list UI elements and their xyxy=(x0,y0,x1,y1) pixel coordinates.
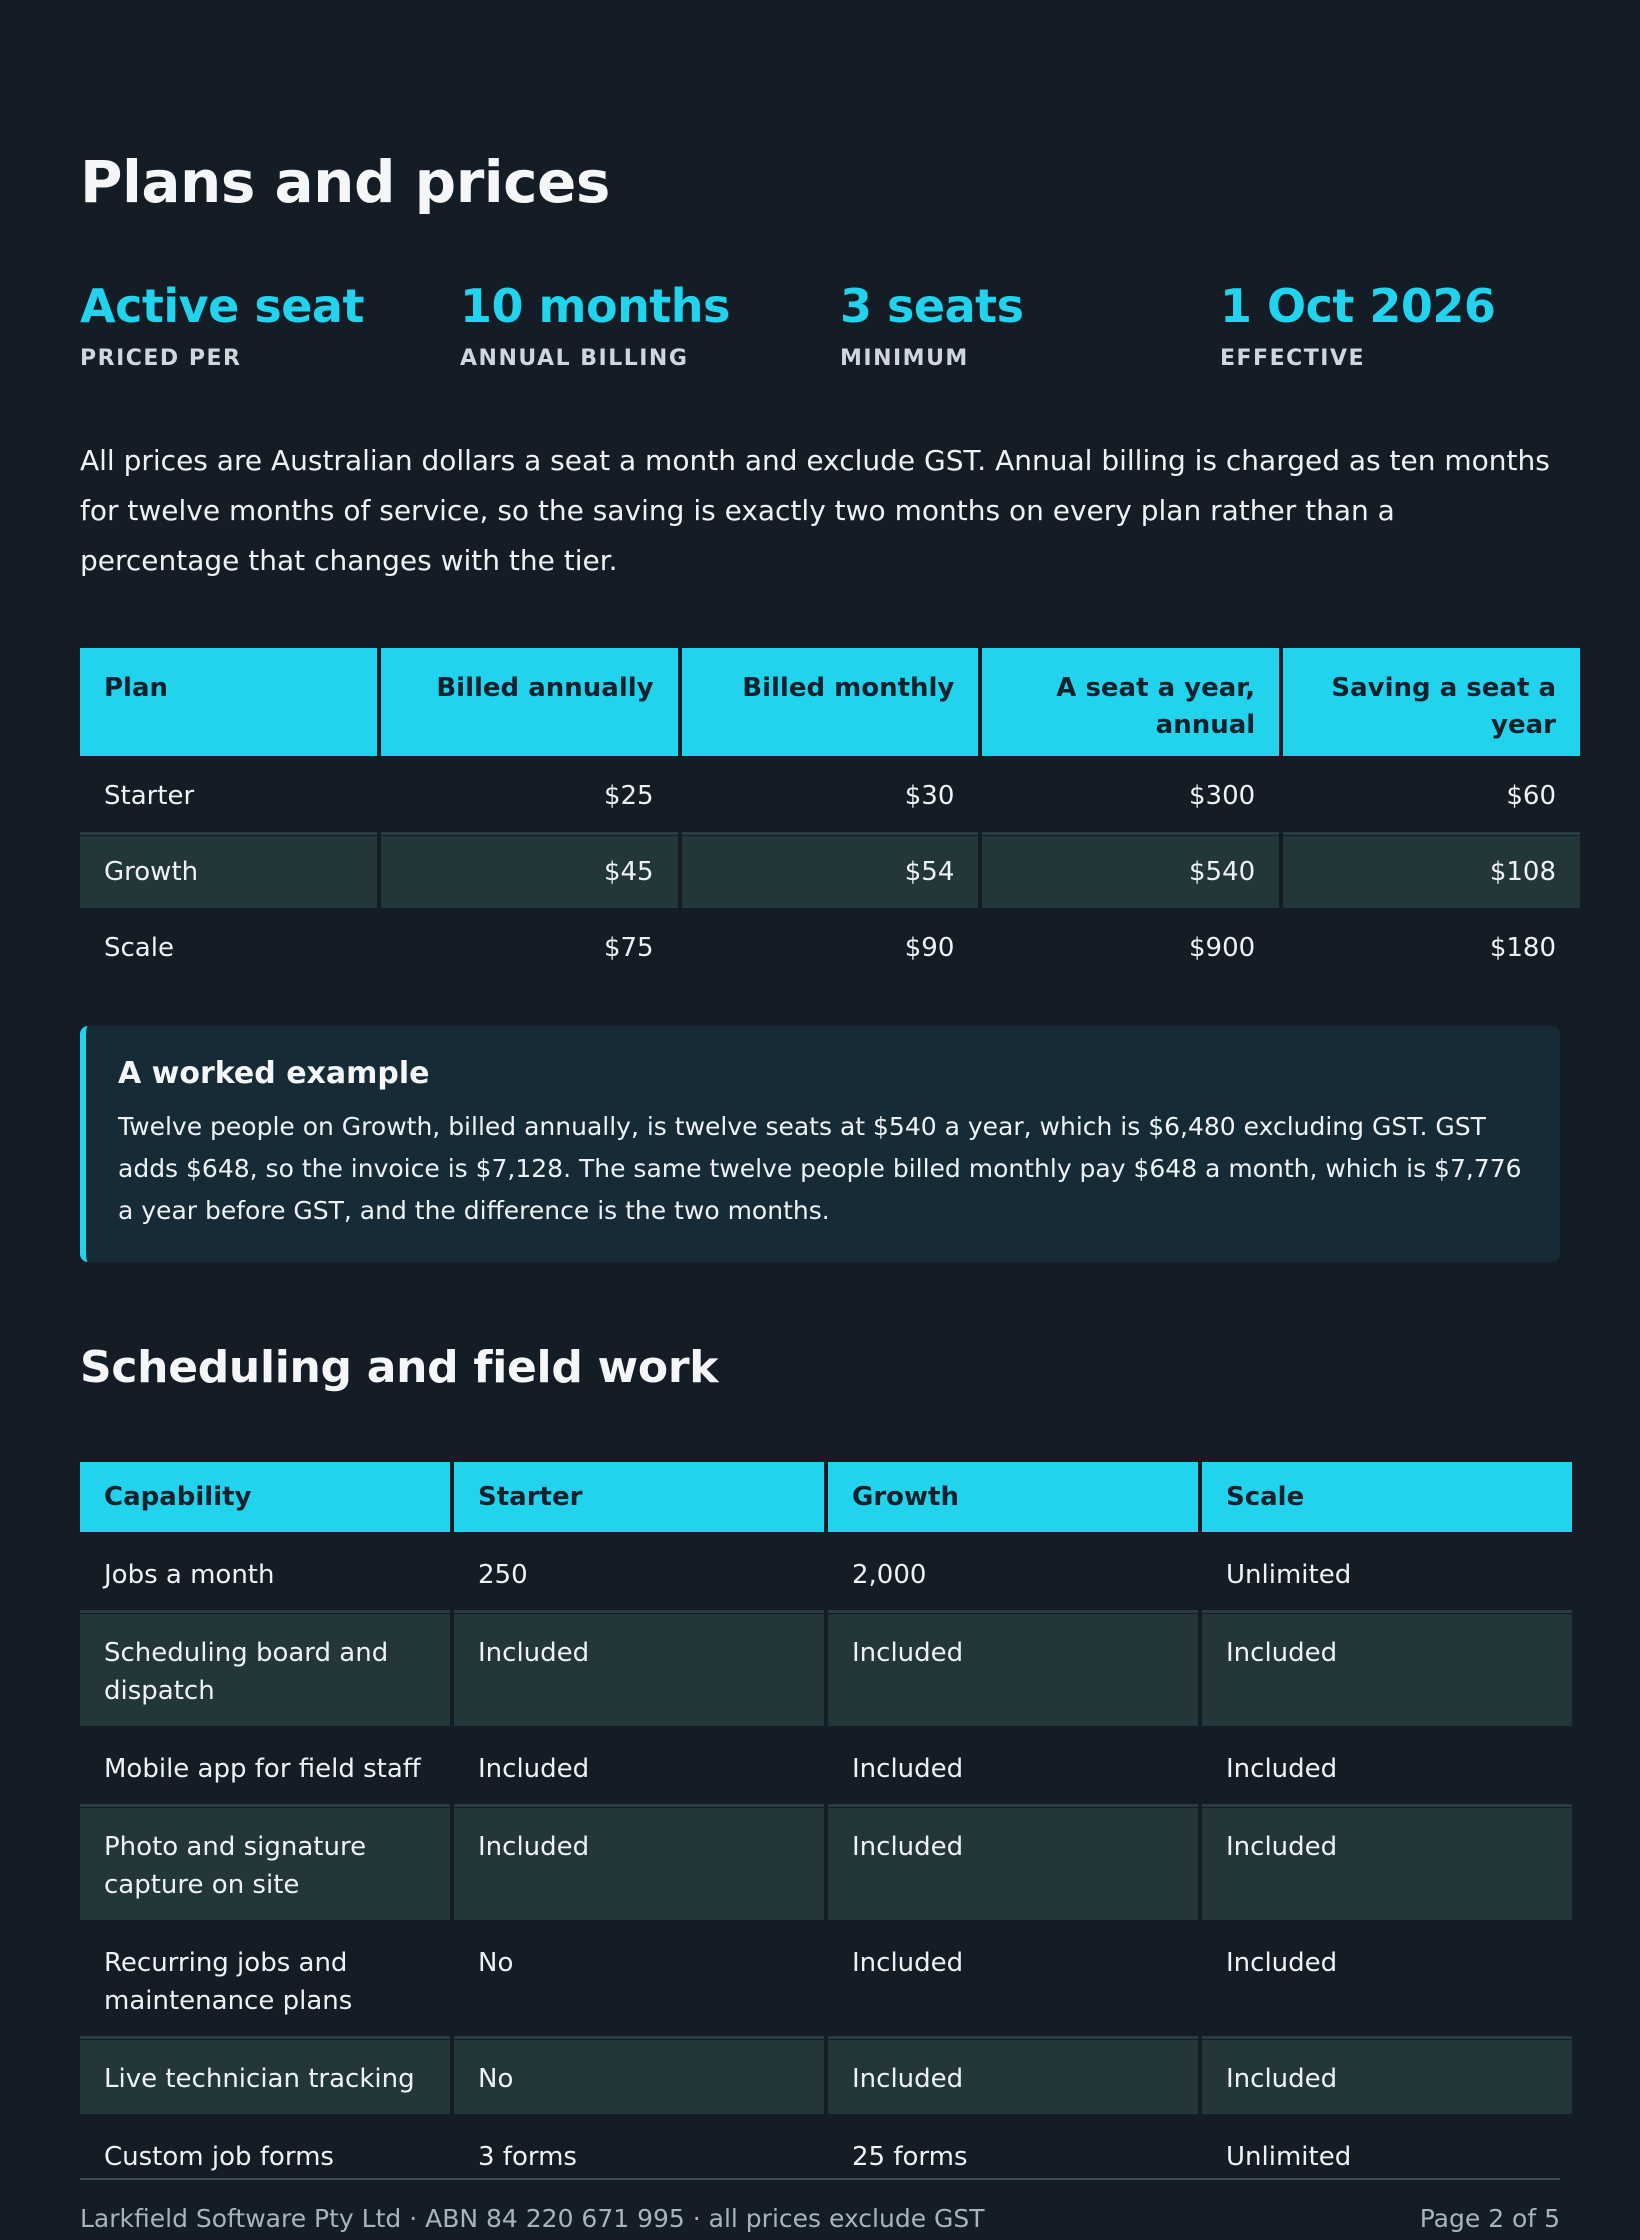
stat-label: MINIMUM xyxy=(840,346,969,371)
stat-label: ANNUAL BILLING xyxy=(460,346,689,371)
column-header: Starter xyxy=(454,1462,824,1532)
stat-effective xyxy=(1220,276,1590,371)
table-cell: 250 xyxy=(454,1536,824,1610)
capability-name: Recurring jobs and maintenance plans xyxy=(80,1924,450,2036)
capability-name: Custom job forms xyxy=(104,2142,334,2172)
table-header-row xyxy=(80,1462,1572,1532)
table-cell: $300 xyxy=(982,760,1279,832)
table-cell: $30 xyxy=(682,760,979,832)
column-header: Saving a seat a year xyxy=(1283,648,1580,756)
table-row xyxy=(80,1536,1572,1610)
table-cell: $25 xyxy=(381,760,678,832)
table-cell: No xyxy=(454,2040,824,2114)
capability-name: Live technician tracking xyxy=(80,2040,450,2114)
page-title: Plans and prices xyxy=(80,148,610,216)
stat-minimum xyxy=(840,276,1210,371)
column-header: Billed monthly xyxy=(682,648,979,756)
table-cell: Included xyxy=(828,1730,1198,1804)
stat-value: 1 Oct 2026 xyxy=(1220,279,1496,333)
table-cell: $75 xyxy=(603,933,654,963)
table-cell: 3 forms xyxy=(478,2142,577,2172)
stat-label: EFFECTIVE xyxy=(1220,346,1366,371)
page-footer xyxy=(80,2178,1560,2240)
column-header: Scale xyxy=(1202,1462,1572,1532)
column-header: Growth xyxy=(828,1462,1198,1532)
table-cell: Included xyxy=(828,1808,1198,1920)
table-cell: Included xyxy=(828,1614,1198,1726)
stat-value: 3 seats xyxy=(840,279,1024,333)
plan-name: Starter xyxy=(80,760,377,832)
plan-name: Scale xyxy=(104,933,174,963)
stat-priced-per xyxy=(80,276,450,371)
table-cell: Included xyxy=(1202,1614,1572,1726)
table-cell: $900 xyxy=(1189,933,1256,963)
table-row xyxy=(80,760,1580,832)
stat-annual-billing xyxy=(460,276,830,371)
column-header: A seat a year, annual xyxy=(982,648,1279,756)
table-cell: Included xyxy=(1202,1730,1572,1804)
table-cell: $180 xyxy=(1489,933,1556,963)
table-cell: Included xyxy=(828,2040,1198,2114)
intro-paragraph: All prices are Australian dollars a seat a month and exclude GST. Annual billing is charged as ten months for twelve months of service, so the saving is exactly two months on every plan rather than a percentage that changes with the tier. xyxy=(80,444,1550,577)
table-cell: $108 xyxy=(1283,836,1580,908)
column-header: Plan xyxy=(80,648,377,756)
section-title: Scheduling and field work xyxy=(80,1342,719,1393)
capability-name: Jobs a month xyxy=(80,1536,450,1610)
callout-title: A worked example xyxy=(118,1056,430,1091)
table-cell: Included xyxy=(1202,1808,1572,1920)
table-cell: Unlimited xyxy=(1226,2142,1352,2172)
column-header: Capability xyxy=(80,1462,450,1532)
table-cell: $60 xyxy=(1283,760,1580,832)
table-cell: Included xyxy=(828,1924,1198,2036)
page-number: Page 2 of 5 xyxy=(1419,2204,1560,2233)
table-cell: $54 xyxy=(682,836,979,908)
table-cell: $540 xyxy=(982,836,1279,908)
table-row xyxy=(80,912,1580,984)
table-cell: Included xyxy=(454,1808,824,1920)
price-table xyxy=(76,644,1584,988)
capability-name: Photo and signature capture on site xyxy=(80,1808,450,1920)
table-cell: Included xyxy=(1202,2040,1572,2114)
worked-example-callout xyxy=(80,1026,1560,1262)
table-header-row xyxy=(80,648,1580,756)
table-cell: $90 xyxy=(904,933,955,963)
table-row xyxy=(80,2040,1572,2114)
table-cell: Included xyxy=(1202,1924,1572,2036)
stat-value: Active seat xyxy=(80,279,364,333)
table-row xyxy=(80,836,1580,908)
table-row xyxy=(80,1614,1572,1726)
table-cell: Unlimited xyxy=(1202,1536,1572,1610)
stat-value: 10 months xyxy=(460,279,730,333)
table-cell: 25 forms xyxy=(852,2142,968,2172)
table-row xyxy=(80,1730,1572,1804)
capability-name: Scheduling board and dispatch xyxy=(80,1614,450,1726)
table-row xyxy=(80,1808,1572,1920)
table-cell: $45 xyxy=(381,836,678,908)
table-cell: Included xyxy=(454,1730,824,1804)
footer-company-info: Larkfield Software Pty Ltd · ABN 84 220 671 995 · all prices exclude GST xyxy=(80,2204,985,2233)
key-facts xyxy=(80,276,1560,386)
capability-table xyxy=(76,1458,1576,2196)
stat-label: PRICED PER xyxy=(80,346,242,371)
plan-name: Growth xyxy=(80,836,377,908)
capability-name: Mobile app for field staff xyxy=(80,1730,450,1804)
table-cell: 2,000 xyxy=(828,1536,1198,1610)
table-cell: No xyxy=(454,1924,824,2036)
column-header: Billed annually xyxy=(381,648,678,756)
table-cell: Included xyxy=(454,1614,824,1726)
table-row xyxy=(80,1924,1572,2036)
callout-body: Twelve people on Growth, billed annually, is twelve seats at $540 a year, which is $6,480 excluding GST. GST adds $648, so the invoice is $7,128. The same twelve people billed monthly pay $648 a month, which is $7,776 a year before GST, and the difference is the two months. xyxy=(118,1112,1522,1225)
